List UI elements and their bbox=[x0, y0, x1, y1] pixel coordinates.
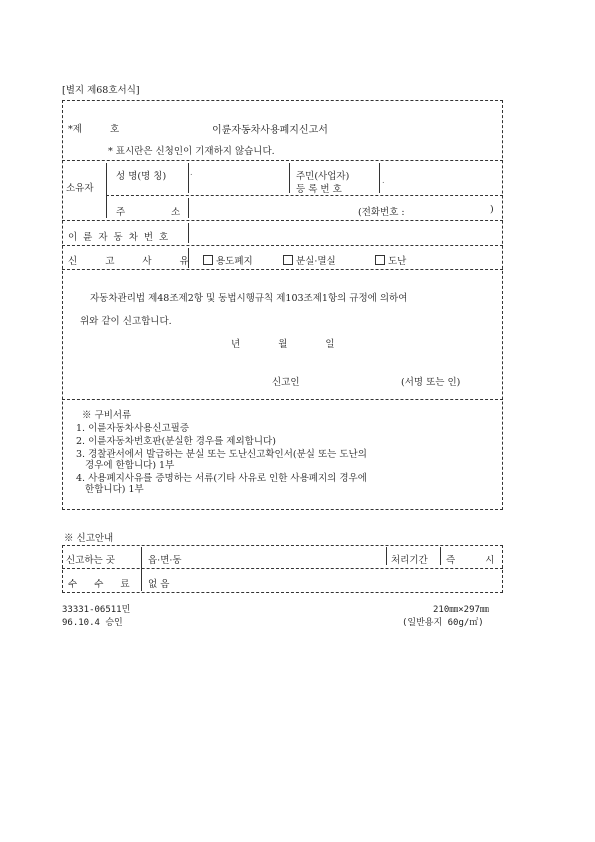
name-label: 성 명(명 칭) bbox=[116, 171, 167, 182]
office-value: 읍·면·동 bbox=[148, 555, 182, 566]
document-item: 경우에 한합니다) 1부 bbox=[76, 460, 175, 471]
office-label: 신고하는 곳 bbox=[66, 555, 115, 566]
number-label: *제 bbox=[68, 124, 82, 135]
owner-label: 소유자 bbox=[66, 183, 94, 194]
address-label-1: 주 bbox=[116, 207, 126, 218]
id-field[interactable]: . bbox=[382, 176, 385, 185]
reporter-label: 신고인 bbox=[272, 377, 300, 388]
checkbox-icon bbox=[375, 255, 385, 265]
date-month: 월 bbox=[278, 339, 288, 350]
statement-line-1: 자동차관리법 제48조제2항 및 동법시행규칙 제103조제1항의 규정에 의하여 bbox=[90, 293, 408, 304]
address-label-2: 소 bbox=[171, 207, 181, 218]
phone-label: (전화번호 : bbox=[358, 207, 405, 218]
reason-option-theft[interactable]: 도난 bbox=[375, 253, 406, 267]
fee-value: 없 음 bbox=[148, 579, 170, 590]
address-field[interactable] bbox=[190, 204, 350, 216]
name-field[interactable]: . bbox=[190, 168, 193, 177]
number-suffix: 호 bbox=[110, 124, 120, 135]
checkbox-icon bbox=[283, 255, 293, 265]
documents-title: ※ 구비서류 bbox=[82, 410, 132, 421]
document-item: 한합니다) 1부 bbox=[76, 484, 144, 495]
document-item: 4. 사용폐지사유를 증명하는 서류(기타 사유로 인한 사용폐지의 경우에 bbox=[76, 473, 367, 484]
date-line bbox=[231, 336, 335, 350]
id-label-2: 등 록 번 호 bbox=[296, 184, 342, 195]
id-label-1: 주민(사업자) bbox=[296, 171, 350, 182]
footer-size: 210㎜×297㎜ bbox=[433, 605, 489, 615]
vehicle-number-field[interactable] bbox=[192, 229, 492, 241]
document-item: 3. 경찰관서에서 발급하는 분실 또는 도난신고확인서(분실 또는 도난의 bbox=[76, 449, 367, 460]
checkbox-icon bbox=[203, 255, 213, 265]
document-item: 2. 이륜자동차번호판(분실한 경우를 제외합니다) bbox=[76, 436, 276, 447]
period-label: 처리기간 bbox=[391, 555, 428, 566]
form-label: [별지 제68호서식] bbox=[62, 85, 140, 96]
phone-close: ) bbox=[490, 204, 494, 215]
fee-label: 수 수 료 bbox=[68, 579, 130, 590]
footer-approval: 96.10.4 승인 bbox=[62, 618, 123, 628]
document-item: 1. 이륜자동차사용신고필증 bbox=[76, 423, 190, 434]
footer-paper: (일반용지 60g/㎡) bbox=[402, 618, 484, 628]
date-day: 일 bbox=[325, 339, 335, 350]
form-note: * 표시란은 신청인이 기재하지 않습니다. bbox=[108, 146, 275, 157]
footer-code: 33331-06511민 bbox=[62, 605, 131, 615]
reason-option-disuse[interactable]: 용도폐지 bbox=[203, 253, 253, 267]
signature-label: (서명 또는 인) bbox=[401, 377, 461, 388]
period-value: 즉 시 bbox=[446, 555, 495, 566]
guide-title: ※ 신고안내 bbox=[64, 533, 114, 544]
date-year: 년 bbox=[231, 339, 241, 350]
form-title: 이륜자동차사용폐지신고서 bbox=[212, 125, 328, 136]
reason-option-lost[interactable]: 분실·멸실 bbox=[283, 253, 336, 267]
vehicle-number-label: 이륜자동차번호 bbox=[68, 232, 175, 243]
reason-label: 신 고 사 유 bbox=[68, 256, 189, 267]
statement-line-2: 위와 같이 신고합니다. bbox=[80, 316, 172, 327]
